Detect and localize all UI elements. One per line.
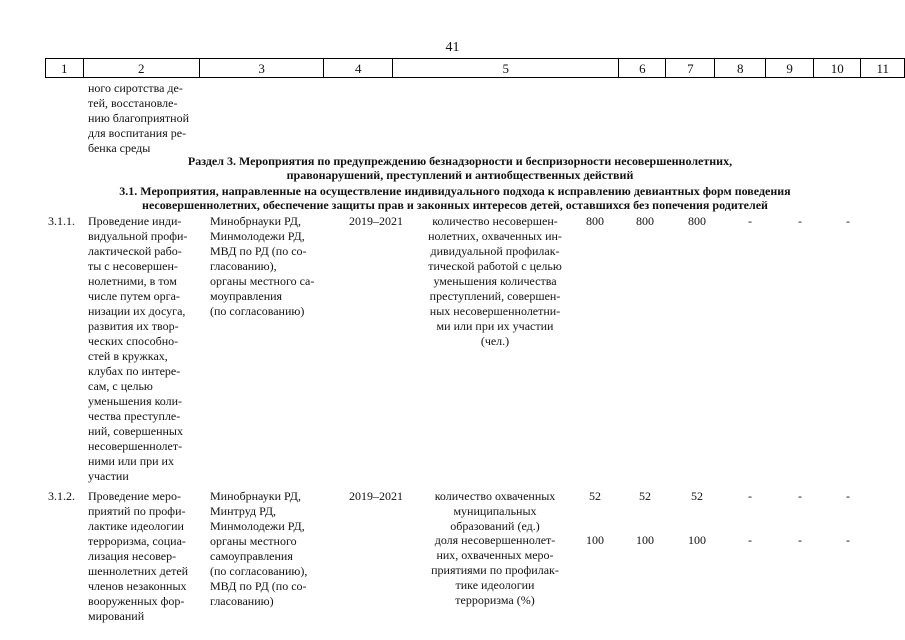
column-number-11: 11: [861, 59, 905, 78]
row-number: 3.1.2.: [48, 489, 75, 503]
indicator-value-col11: -: [846, 533, 850, 547]
section-title: Раздел 3. Мероприятия по предупреждению безнадзорности и беспризорности несовершеннолетних, правонарушений, преступлений и антиобщественных действий: [187, 154, 733, 182]
indicator-text: количество несовершен- нолетних, охваченных ин- дивидуальной профилак- тической работой с целью уменьшения количества преступлений, совершен- ных несовершеннолетни- ми или при их участии (чел.): [428, 214, 562, 348]
executor-list: Минобрнауки РД, Минмолодежи РД, МВД по РД (по со- гласованию), органы местного са- моуправления (по согласованию): [210, 214, 315, 318]
column-number-8: 8: [715, 59, 766, 78]
column-number-7: 7: [666, 59, 715, 78]
indicator-value-col10: -: [798, 214, 802, 228]
activity-description: Проведение меро- приятий по профи- лактике идеологии терроризма, социа- лизация несовер- шеннолетних детей членов незаконных вооруженных фор- мирований: [88, 489, 189, 623]
subsection-title: 3.1. Мероприятия, направленные на осуществление индивидуального подхода к исправлению девиантных форм поведения несовершеннолетних, обеспечение защиты прав и законных интересов детей, оставшихся без попечения родителей: [119, 184, 791, 212]
row-number: 3.1.1.: [48, 214, 75, 228]
indicator-value-2020: 100: [636, 533, 654, 547]
column-number-2: 2: [83, 59, 200, 78]
period: 2019–2021: [349, 489, 403, 503]
page-number: 41: [445, 40, 460, 55]
indicator-text: доля несовершеннолет- них, охваченных меро- приятиями по профилак- тике идеологии терроризма (%): [431, 533, 559, 607]
column-number-4: 4: [324, 59, 393, 78]
column-number-6: 6: [619, 59, 666, 78]
indicator-text: количество охваченных муниципальных образований (ед.): [434, 489, 556, 533]
column-number-10: 10: [814, 59, 861, 78]
column-number-3: 3: [200, 59, 324, 78]
indicator-value-2019: 100: [586, 533, 604, 547]
indicator-value-2020: 800: [636, 214, 654, 228]
indicator-value-col9: -: [748, 489, 752, 503]
executor-list: Минобрнауки РД, Минтруд РД, Минмолодежи РД, органы местного самоуправления (по согласованию), МВД по РД (по со- гласованию): [210, 489, 308, 608]
indicator-value-2021: 800: [688, 214, 706, 228]
column-number-5: 5: [393, 59, 619, 78]
period: 2019–2021: [349, 214, 403, 228]
indicator-value-col11: -: [846, 489, 850, 503]
indicator-value-2021: 52: [691, 489, 703, 503]
indicator-value-col9: -: [748, 533, 752, 547]
indicator-value-col11: -: [846, 214, 850, 228]
column-number-9: 9: [766, 59, 814, 78]
indicator-value-2019: 800: [586, 214, 604, 228]
column-header-row: [45, 58, 905, 78]
continuation-activity-text: ного сиротства де- тей, восстановле- нию благоприятной для воспитания ре- бенка среды: [88, 81, 190, 155]
activity-description: Проведение инди- видуальной профи- лактической рабо- ты с несовершен- нолетними, в том числе путем орга- низации их досуга, развития их твор- ческих способно- стей в кружках, клубах по интере- сам, с целью уменьшения коли- чества преступле- ний, совершенных несовершеннолет- ними или при их участии: [88, 214, 188, 483]
indicator-value-col10: -: [798, 533, 802, 547]
indicator-value-2019: 52: [589, 489, 601, 503]
indicator-value-col10: -: [798, 489, 802, 503]
indicator-value-2021: 100: [688, 533, 706, 547]
indicator-value-2020: 52: [639, 489, 651, 503]
column-number-1: 1: [46, 59, 84, 78]
indicator-value-col9: -: [748, 214, 752, 228]
